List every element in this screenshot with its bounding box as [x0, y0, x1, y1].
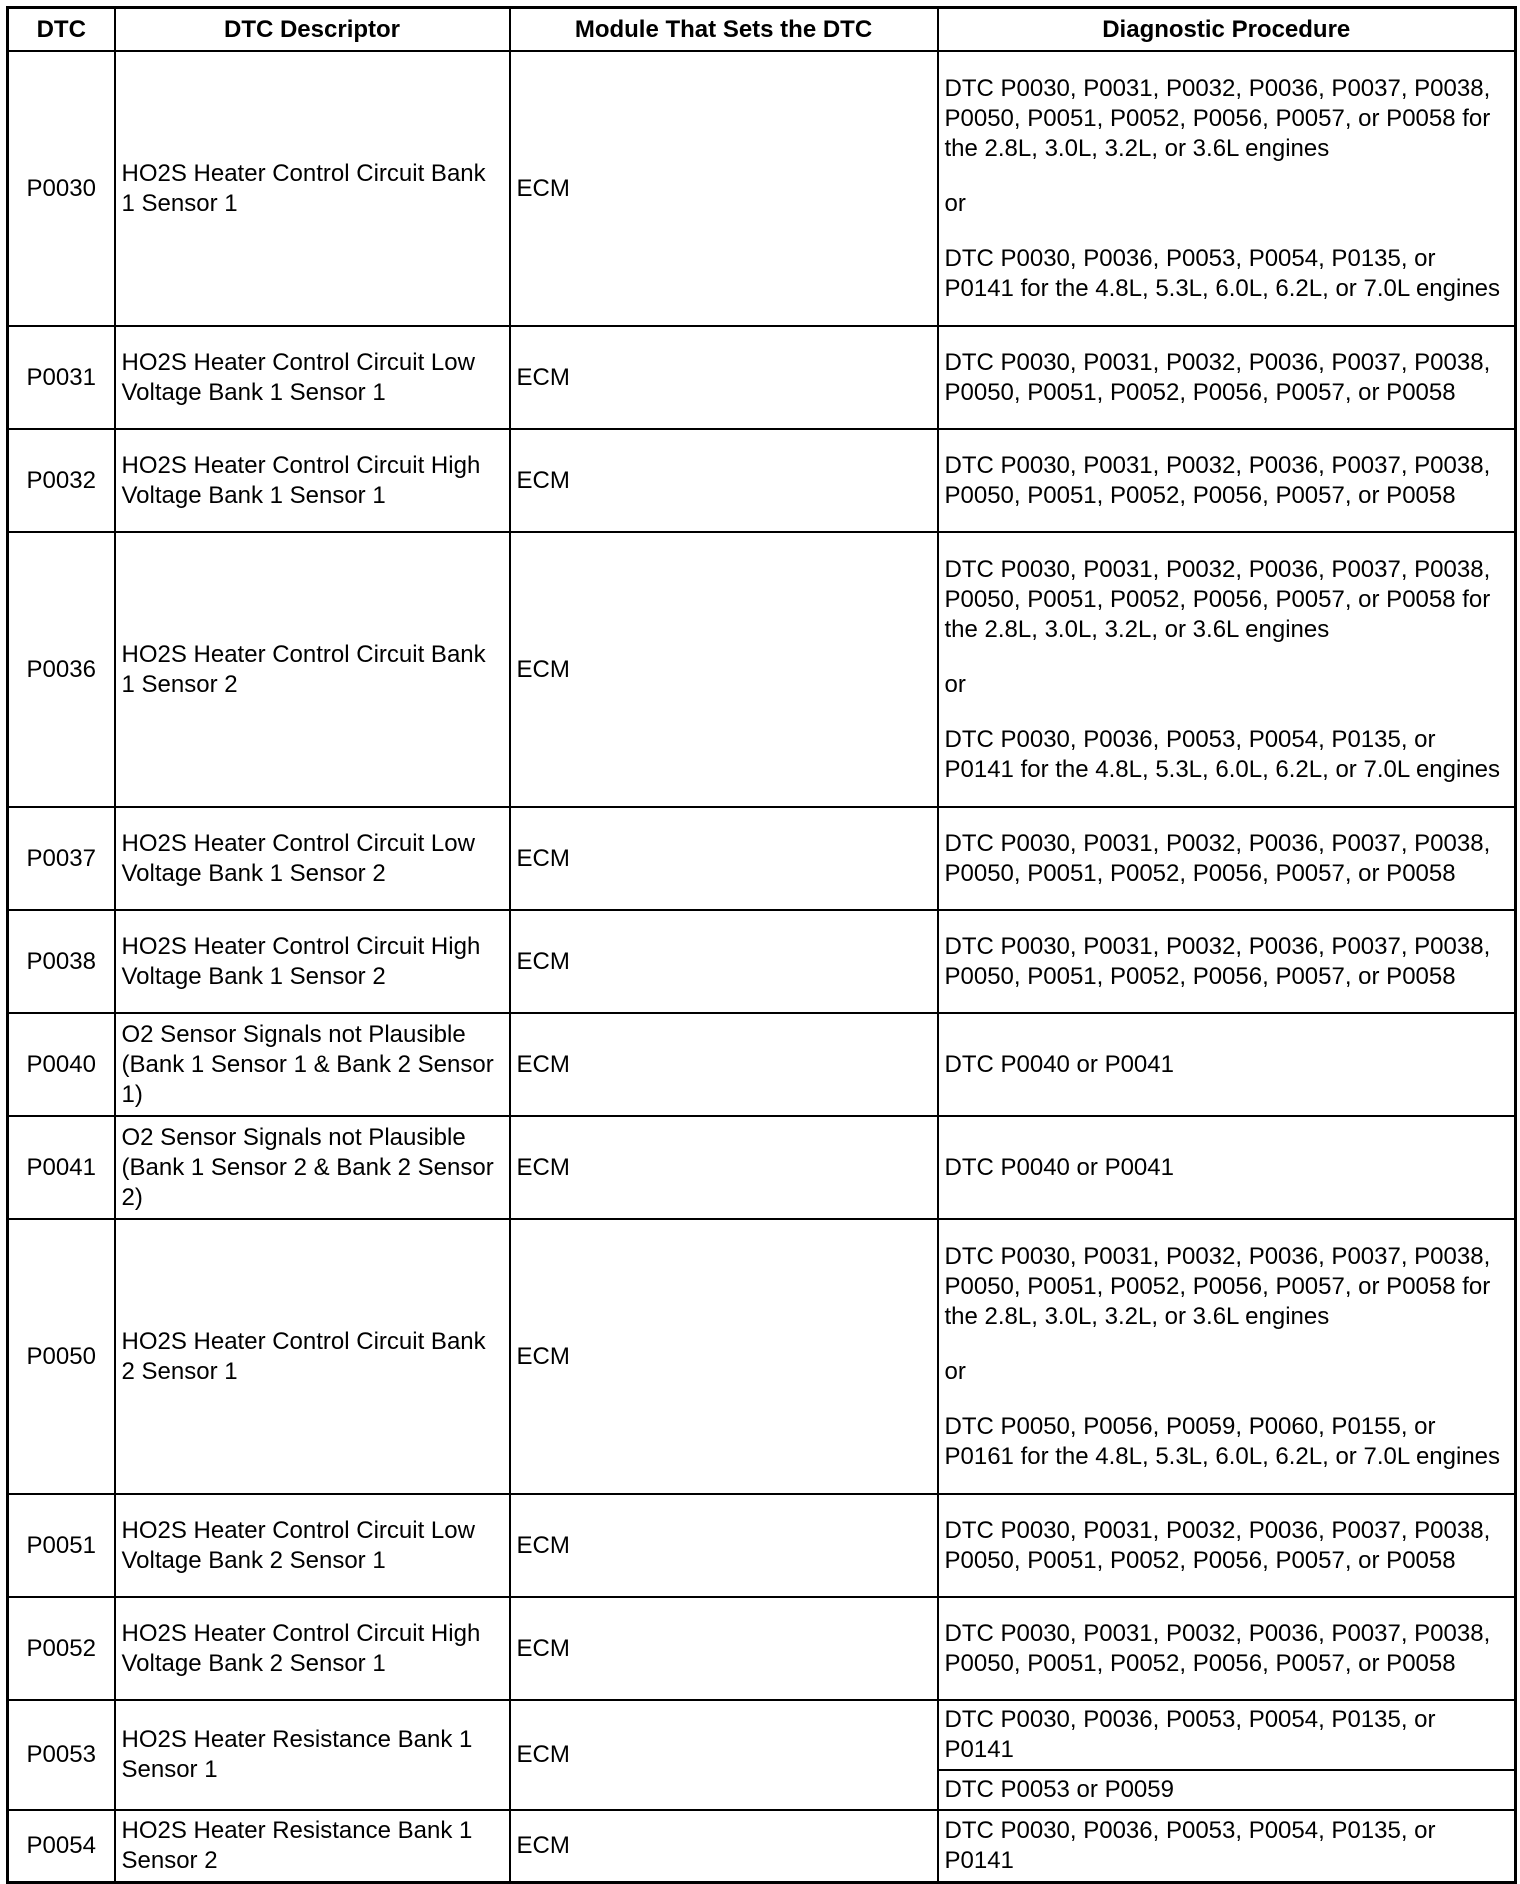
procedure-text: DTC P0030, P0031, P0032, P0036, P0037, P0038, P0050, P0051, P0052, P0056, P0057, or P0058 for the 2.8L, 3.0L, 3.2L, or 3.6L engines [944, 555, 1491, 643]
table-row [8, 51, 1516, 326]
procedure-text: DTC P0050, P0056, P0059, P0060, P0155, or P0161 for the 4.8L, 5.3L, 6.0L, 6.2L, or 7.0L engines [944, 1412, 1501, 1470]
dtc-module: ECM [510, 1597, 938, 1700]
dtc-descriptor: HO2S Heater Control Circuit Bank 1 Sensor 2 [115, 532, 510, 807]
dtc-table [6, 6, 1517, 1884]
diagnostic-procedure [938, 1116, 1516, 1219]
dtc-descriptor: O2 Sensor Signals not Plausible (Bank 1 Sensor 2 & Bank 2 Sensor 2) [115, 1116, 510, 1219]
dtc-module: ECM [510, 51, 938, 326]
diagnostic-procedure [938, 1597, 1516, 1700]
header-dtc: DTC [8, 8, 115, 52]
procedure-text: DTC P0030, P0031, P0032, P0036, P0037, P0038, P0050, P0051, P0052, P0056, P0057, or P0058 [944, 451, 1491, 509]
procedure-text: or [944, 670, 966, 698]
dtc-module: ECM [510, 326, 938, 429]
dtc-descriptor: O2 Sensor Signals not Plausible (Bank 1 Sensor 1 & Bank 2 Sensor 1) [115, 1013, 510, 1116]
diagnostic-procedure [938, 429, 1516, 532]
procedure-text: or [944, 1357, 966, 1385]
table-row [8, 1013, 1516, 1116]
dtc-descriptor: HO2S Heater Control Circuit Bank 2 Sensor 1 [115, 1219, 510, 1494]
dtc-descriptor: HO2S Heater Control Circuit Bank 1 Sensor 1 [115, 51, 510, 326]
dtc-module: ECM [510, 429, 938, 532]
dtc-code: P0037 [8, 807, 115, 910]
dtc-module: ECM [510, 532, 938, 807]
dtc-code: P0032 [8, 429, 115, 532]
dtc-descriptor: HO2S Heater Resistance Bank 1 Sensor 1 [115, 1700, 510, 1810]
diagnostic-procedure [938, 1770, 1516, 1810]
procedure-text: DTC P0030, P0031, P0032, P0036, P0037, P0038, P0050, P0051, P0052, P0056, P0057, or P0058 [944, 829, 1491, 887]
header-row [8, 8, 1516, 52]
table-row [8, 532, 1516, 807]
dtc-code: P0036 [8, 532, 115, 807]
diagnostic-procedure [938, 1219, 1516, 1494]
diagnostic-procedure [938, 910, 1516, 1013]
procedure-text: DTC P0030, P0036, P0053, P0054, P0135, or P0141 for the 4.8L, 5.3L, 6.0L, 6.2L, or 7.0L engines [944, 244, 1501, 302]
procedure-text: DTC P0030, P0031, P0032, P0036, P0037, P0038, P0050, P0051, P0052, P0056, P0057, or P0058 [944, 932, 1491, 990]
dtc-descriptor: HO2S Heater Control Circuit High Voltage Bank 2 Sensor 1 [115, 1597, 510, 1700]
dtc-descriptor: HO2S Heater Control Circuit High Voltage Bank 1 Sensor 2 [115, 910, 510, 1013]
diagnostic-procedure [938, 1013, 1516, 1116]
procedure-text: DTC P0030, P0036, P0053, P0054, P0135, or P0141 for the 4.8L, 5.3L, 6.0L, 6.2L, or 7.0L engines [944, 725, 1501, 783]
dtc-descriptor: HO2S Heater Resistance Bank 1 Sensor 2 [115, 1810, 510, 1882]
diagnostic-procedure [938, 807, 1516, 910]
diagnostic-procedure [938, 326, 1516, 429]
procedure-text: or [944, 189, 966, 217]
diagnostic-procedure [938, 1810, 1516, 1882]
table-row [8, 1116, 1516, 1219]
procedure-text: DTC P0030, P0036, P0053, P0054, P0135, or P0141 [944, 1816, 1436, 1874]
dtc-module: ECM [510, 1494, 938, 1597]
table-row [8, 326, 1516, 429]
dtc-descriptor: HO2S Heater Control Circuit Low Voltage Bank 1 Sensor 2 [115, 807, 510, 910]
table-row [8, 1597, 1516, 1700]
dtc-code: P0038 [8, 910, 115, 1013]
header-descriptor: DTC Descriptor [115, 8, 510, 52]
procedure-text: DTC P0053 or P0059 [944, 1776, 1174, 1803]
procedure-text: DTC P0040 or P0041 [944, 1153, 1174, 1181]
dtc-code: P0051 [8, 1494, 115, 1597]
dtc-descriptor: HO2S Heater Control Circuit High Voltage Bank 1 Sensor 1 [115, 429, 510, 532]
dtc-code: P0050 [8, 1219, 115, 1494]
procedure-text: DTC P0030, P0036, P0053, P0054, P0135, or P0141 [944, 1706, 1436, 1763]
table-row [8, 1494, 1516, 1597]
diagnostic-procedure [938, 1494, 1516, 1597]
dtc-code: P0031 [8, 326, 115, 429]
dtc-module: ECM [510, 1116, 938, 1219]
dtc-code: P0054 [8, 1810, 115, 1882]
table-row [8, 1700, 1516, 1770]
diagnostic-procedure [938, 532, 1516, 807]
dtc-module: ECM [510, 1013, 938, 1116]
table-row [8, 910, 1516, 1013]
header-procedure: Diagnostic Procedure [938, 8, 1516, 52]
dtc-module: ECM [510, 1219, 938, 1494]
dtc-descriptor: HO2S Heater Control Circuit Low Voltage Bank 1 Sensor 1 [115, 326, 510, 429]
diagnostic-procedure [938, 1700, 1516, 1770]
table-row [8, 1810, 1516, 1882]
dtc-module: ECM [510, 1810, 938, 1882]
header-module: Module That Sets the DTC [510, 8, 938, 52]
dtc-module: ECM [510, 910, 938, 1013]
dtc-module: ECM [510, 807, 938, 910]
procedure-text: DTC P0030, P0031, P0032, P0036, P0037, P0038, P0050, P0051, P0052, P0056, P0057, or P0058 [944, 1516, 1491, 1574]
procedure-text: DTC P0030, P0031, P0032, P0036, P0037, P0038, P0050, P0051, P0052, P0056, P0057, or P0058 [944, 1619, 1491, 1677]
dtc-code: P0053 [8, 1700, 115, 1810]
table-row [8, 429, 1516, 532]
procedure-text: DTC P0040 or P0041 [944, 1050, 1174, 1078]
procedure-text: DTC P0030, P0031, P0032, P0036, P0037, P0038, P0050, P0051, P0052, P0056, P0057, or P0058 [944, 348, 1491, 406]
dtc-code: P0030 [8, 51, 115, 326]
procedure-text: DTC P0030, P0031, P0032, P0036, P0037, P0038, P0050, P0051, P0052, P0056, P0057, or P0058 for the 2.8L, 3.0L, 3.2L, or 3.6L engines [944, 1242, 1491, 1330]
table-row [8, 1219, 1516, 1494]
table-row [8, 807, 1516, 910]
procedure-text: DTC P0030, P0031, P0032, P0036, P0037, P0038, P0050, P0051, P0052, P0056, P0057, or P0058 for the 2.8L, 3.0L, 3.2L, or 3.6L engines [944, 74, 1491, 162]
dtc-descriptor: HO2S Heater Control Circuit Low Voltage Bank 2 Sensor 1 [115, 1494, 510, 1597]
dtc-code: P0052 [8, 1597, 115, 1700]
diagnostic-procedure [938, 51, 1516, 326]
dtc-code: P0040 [8, 1013, 115, 1116]
dtc-code: P0041 [8, 1116, 115, 1219]
dtc-module: ECM [510, 1700, 938, 1810]
